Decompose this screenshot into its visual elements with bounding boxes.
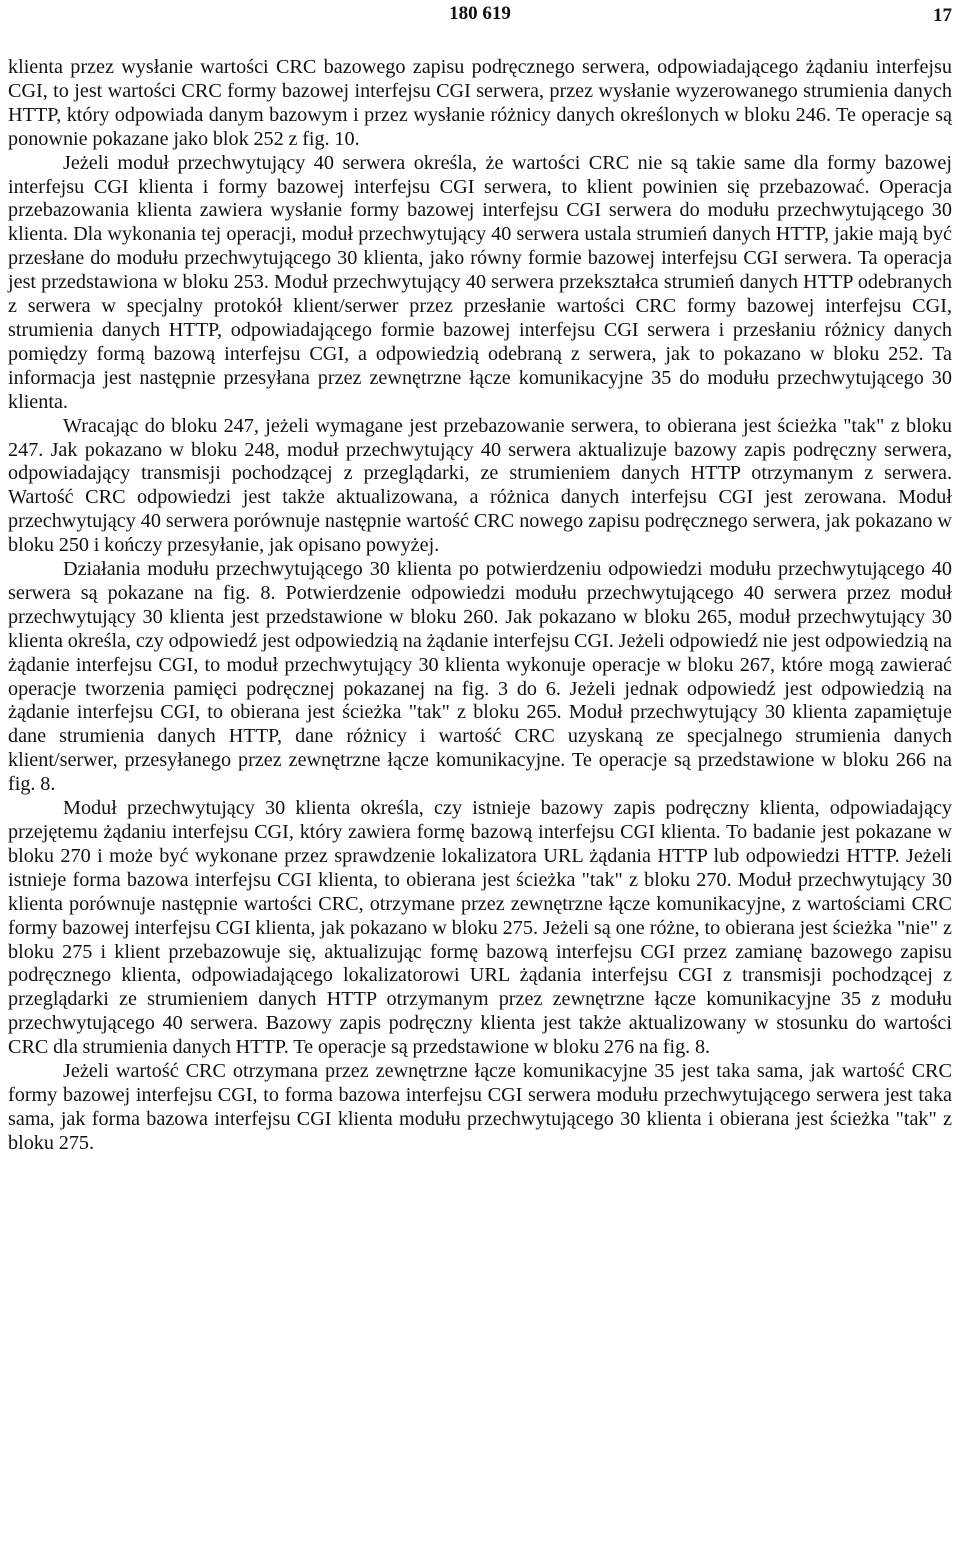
paragraph-2: Jeżeli moduł przechwytujący 40 serwera określa, że wartości CRC nie są takie same dla formy bazowej interfejsu CGI klienta i formy bazowej interfejsu CGI serwera, to klient powinien się przebazować. Operacja przebazowania klienta zawiera wysłanie formy bazowej interfejsu CGI serwera do modułu przechwytującego 30 klienta. Dla wykonania tej operacji, moduł przechwytujący 40 serwera ustala strumień danych HTTP, jakie mają być przesłane do modułu przechwytującego 30 klienta, jako równy formie bazowej interfejsu CGI serwera. Ta operacja jest przedstawiona w bloku 253. Moduł przechwytujący 40 serwera przekształca strumień danych HTTP odebranych z serwera w specjalny protokół klient/serwer przez przesłanie wartości CRC formy bazowej interfejsu CGI, strumienia danych HTTP, odpowiadającego formie bazowej interfejsu CGI serwera i przesłaniu różnicy danych pomiędzy formą bazową interfejsu CGI, a odpowiedzią odebraną z serwera, jak to pokazano w bloku 252. Ta informacja jest następnie przesyłana przez zewnętrzne łącze komunikacyjne 35 do modułu przechwytującego 30 klienta.	[8, 151, 952, 413]
paragraph-4: Działania modułu przechwytującego 30 klienta po potwierdzeniu odpowiedzi modułu przechwytującego 40 serwera są pokazane na fig. 8. Potwierdzenie odpowiedzi modułu przechwytującego 40 serwera przez moduł przechwytujący 30 klienta jest przedstawione w bloku 260. Jak pokazano w bloku 265, moduł przechwytujący 30 klienta określa, czy odpowiedź jest odpowiedzią na żądanie interfejsu CGI. Jeżeli odpowiedź nie jest odpowiedzią na żądanie interfejsu CGI, to moduł przechwytujący 30 klienta wykonuje operacje w bloku 267, które mogą zawierać operacje tworzenia pamięci podręcznej pokazanej na fig. 3 do 6. Jeżeli jednak odpowiedź jest odpowiedzią na żądanie interfejsu CGI, to obierana jest ścieżka "tak" z bloku 265. Moduł przechwytujący 30 klienta zapamiętuje dane strumienia danych HTTP, dane różnicy i wartość CRC uzyskaną ze specjalnego strumienia danych klient/serwer, przesyłanego przez zewnętrzne łącze komunikacyjne. Te operacje są przedstawione w bloku 266 na fig. 8.	[8, 558, 952, 796]
page-header	[0, 0, 960, 30]
paragraph-3: Wracając do bloku 247, jeżeli wymagane jest przebazowanie serwera, to obierana jest ścieżka "tak" z bloku 247. Jak pokazano w bloku 248, moduł przechwytujący 40 serwera aktualizuje bazowy zapis podręczny serwera, odpowiadający transmisji pochodzącej z przeglądarki, ze strumieniem danych HTTP otrzymanym z serwera. Wartość CRC odpowiedzi jest także aktualizowana, a różnica danych interfejsu CGI jest zerowana. Moduł przechwytujący 40 serwera porównuje następnie wartość CRC nowego zapisu podręcznego serwera, jak pokazano w bloku 250 i kończy przesyłanie, jak opisano powyżej.	[8, 414, 952, 557]
body-text	[8, 56, 952, 1156]
paragraph-6: Jeżeli wartość CRC otrzymana przez zewnętrzne łącze komunikacyjne 35 jest taka sama, jak wartość CRC formy bazowej interfejsu CGI, to forma bazowa interfejsu CGI serwera modułu przechwytującego serwera jest taka sama, jak forma bazowa interfejsu CGI klienta modułu przechwytującego 30 klienta i obierana jest ścieżka "tak" z bloku 275.	[8, 1060, 952, 1154]
paragraph-1: klienta przez wysłanie wartości CRC bazowego zapisu podręcznego serwera, odpowiadającego żądaniu interfejsu CGI, to jest wartości CRC formy bazowej interfejsu CGI serwera, przez wysłanie wyzerowanego strumienia danych HTTP, który odpowiada danym bazowym i przez wysłanie różnicy danych określonych w bloku 246. Te operacje są ponownie pokazane jako blok 252 z fig. 10.	[8, 56, 952, 150]
document-number: 180 619	[449, 3, 511, 24]
paragraph-5: Moduł przechwytujący 30 klienta określa, czy istnieje bazowy zapis podręczny klienta, odpowiadający przejętemu żądaniu interfejsu CGI, który zawiera formę bazową interfejsu CGI klienta. To badanie jest pokazane w bloku 270 i może być wykonane przez sprawdzenie lokalizatora URL żądania HTTP lub odpowiedzi HTTP. Jeżeli istnieje forma bazowa interfejsu CGI klienta, to obierana jest ścieżka "tak" z bloku 270. Moduł przechwytujący 30 klienta porównuje następnie wartości CRC, otrzymane przez zewnętrzne łącze komunikacyjne, z wartościami CRC formy bazowej interfejsu CGI klienta, jak pokazano w bloku 275. Jeżeli są one różne, to obierana jest ścieżka "nie" z bloku 275 i klient przebazowuje się, aktualizując formę bazową interfejsu CGI przez zamianę bazowego zapisu podręcznego klienta, odpowiadającego lokalizatorowi URL żądania interfejsu CGI z transmisji pochodzącej z przeglądarki ze strumieniem danych HTTP otrzymanym przez zewnętrzne łącze komunikacyjne 35 z modułu przechwytującego 40 serwera. Bazowy zapis podręczny klienta jest także aktualizowany w stosunku do wartości CRC dla strumienia danych HTTP. Te operacje są przedstawione w bloku 276 na fig. 8.	[8, 797, 952, 1059]
page-number: 17	[933, 5, 952, 26]
